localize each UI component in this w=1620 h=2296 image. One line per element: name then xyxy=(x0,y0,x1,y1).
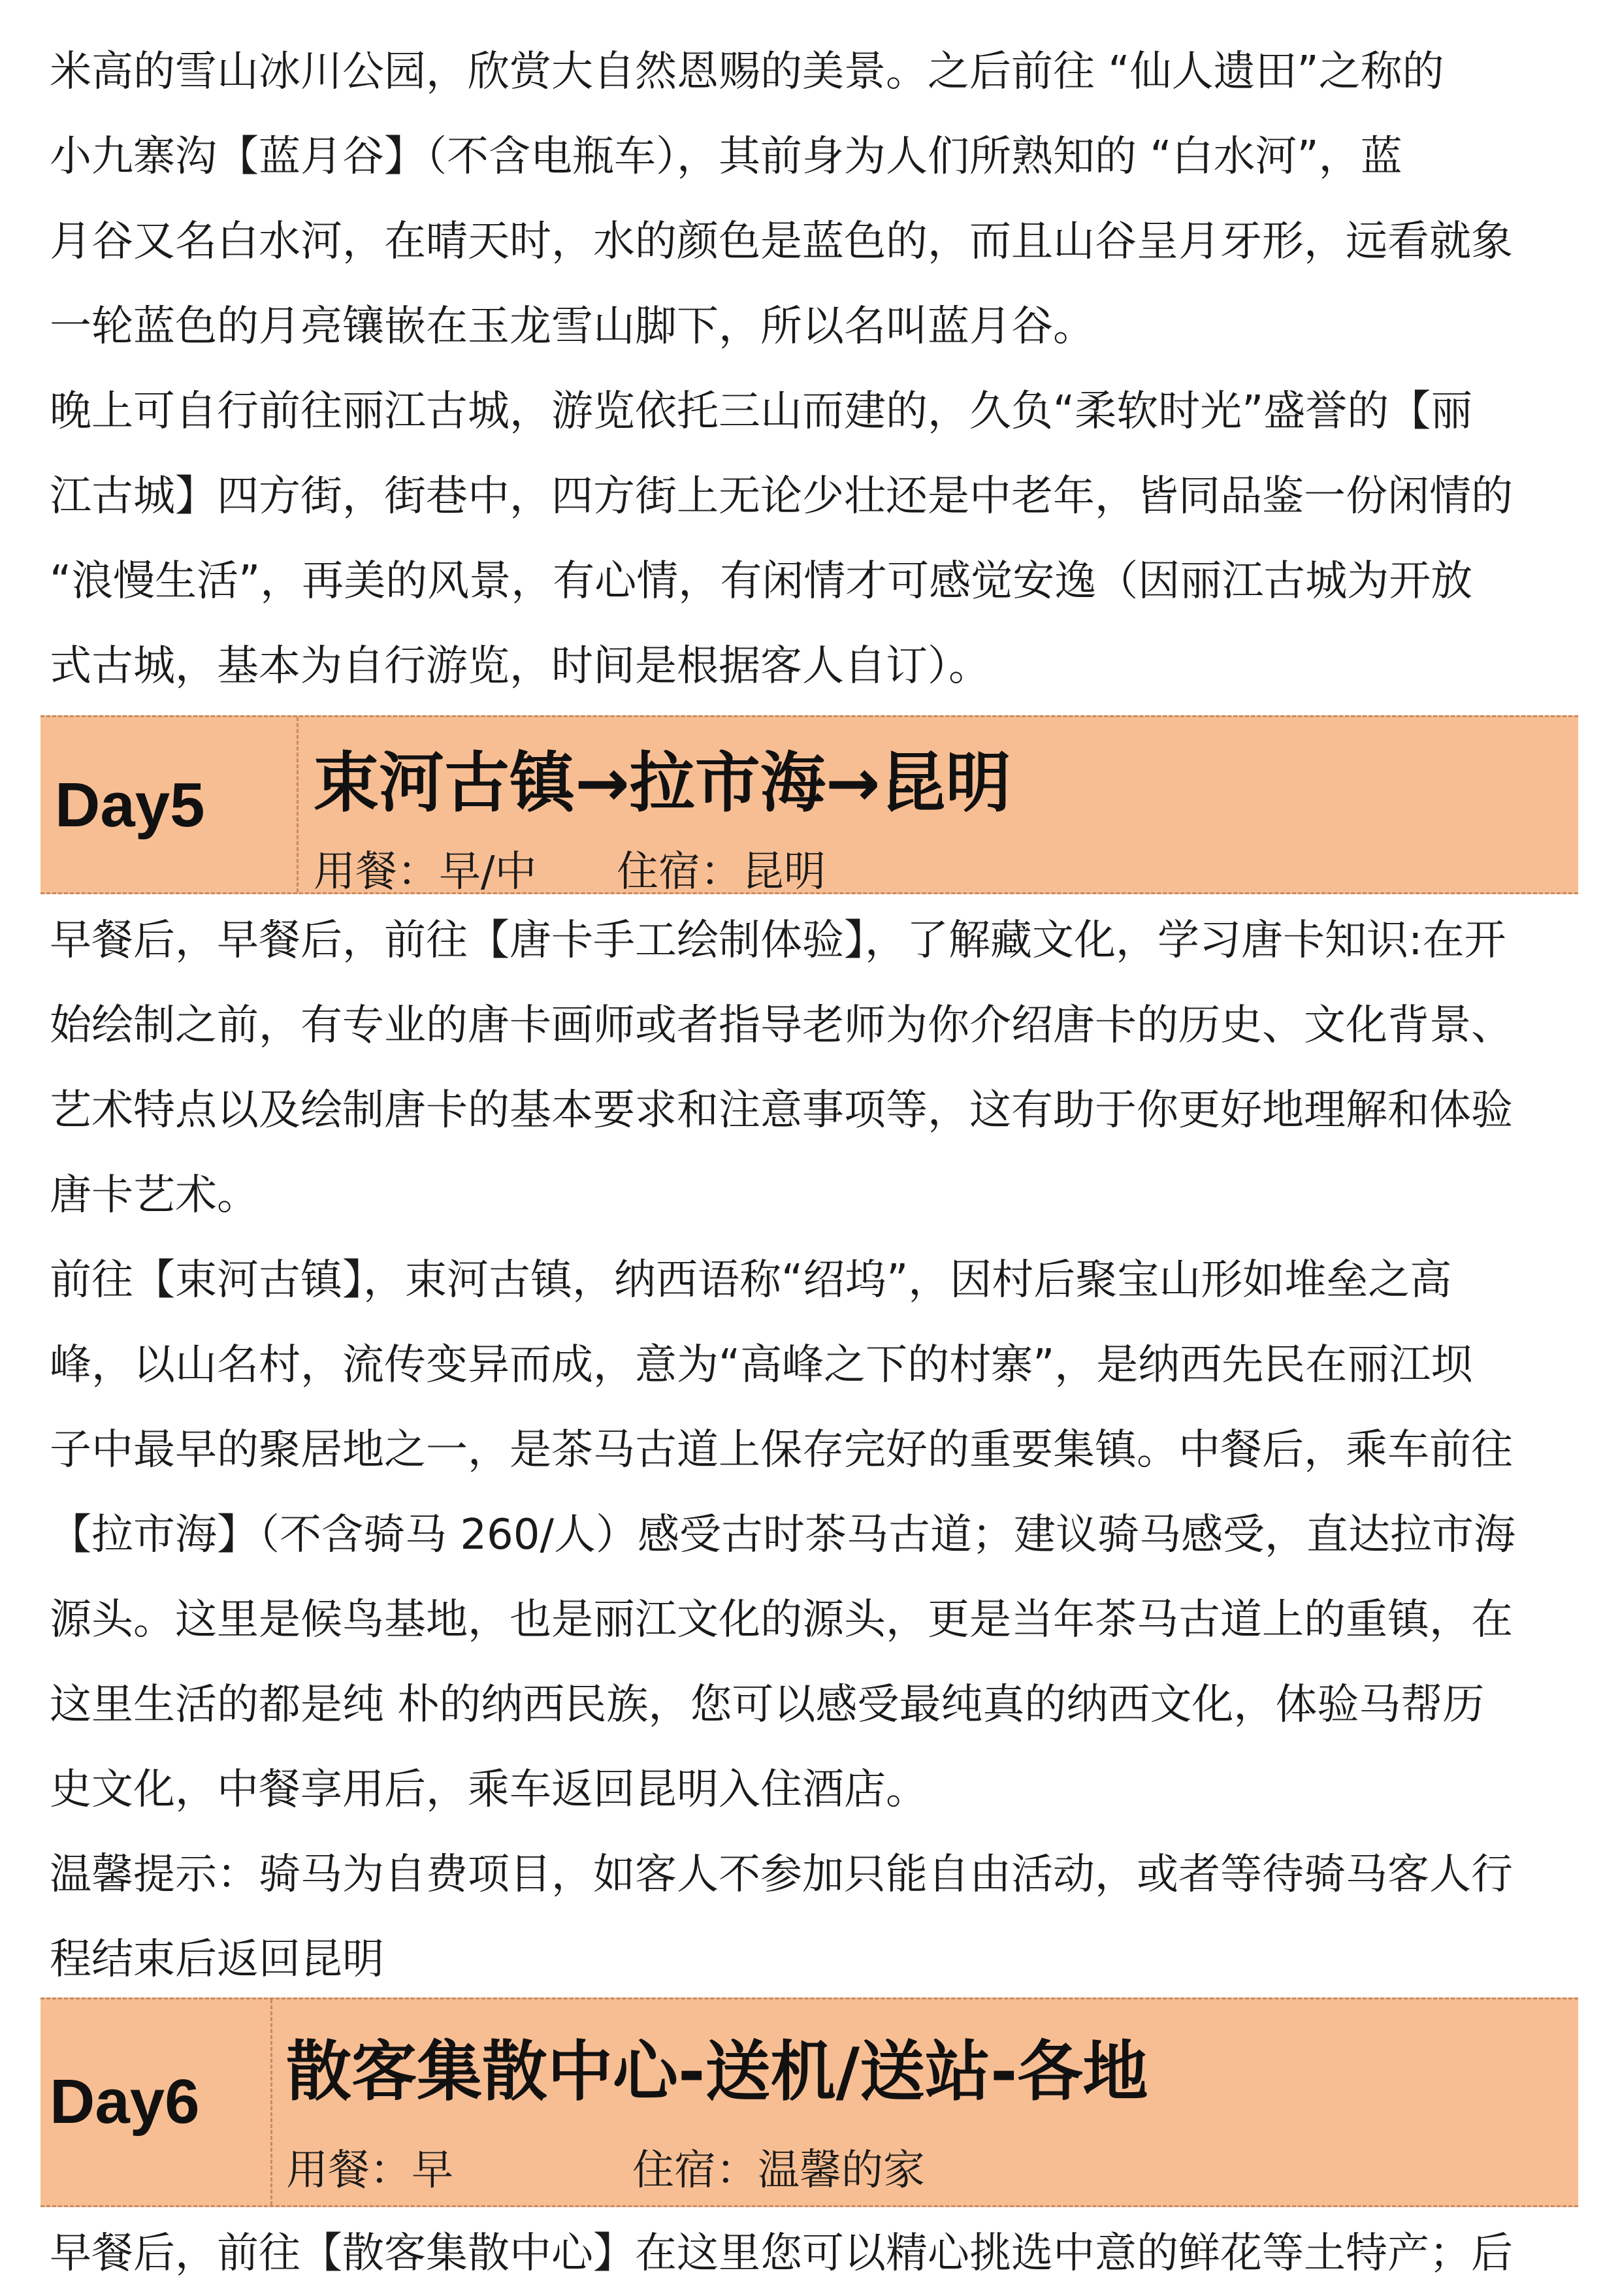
day5-paragraph-2 xyxy=(50,1238,1578,1832)
day5-header xyxy=(40,715,1578,894)
day5-title: 束河古镇→拉市海→昆明 xyxy=(314,745,1011,821)
text-line: 月谷又名白水河，在晴天时，水的颜色是蓝色的，而且山谷呈月牙形，远看就象 xyxy=(50,218,1513,266)
text-line: 米高的雪山冰川公园，欣赏大自然恩赐的美景。之后前往 “仙人遗田”之称的 xyxy=(50,48,1444,96)
text-line: 【拉市海】（不含骑马 260/人）感受古时茶马古道；建议骑马感受，直达拉市海 xyxy=(50,1511,1516,1559)
day6-stay: 住宿：温馨的家 xyxy=(632,2146,925,2195)
text-line: 源头。这里是候鸟基地，也是丽江文化的源头，更是当年茶马古道上的重镇，在 xyxy=(50,1596,1513,1644)
day5-tip xyxy=(50,1832,1578,2002)
text-line: 始绘制之前，有专业的唐卡画师或者指导老师为你介绍唐卡的历史、文化背景、 xyxy=(50,1001,1513,1050)
day6-title: 散客集散中心-送机/送站-各地 xyxy=(286,2033,1148,2110)
day6-header-divider xyxy=(270,1999,272,2205)
text-line: 唐卡艺术。 xyxy=(50,1171,259,1220)
text-line: 程结束后返回昆明 xyxy=(50,1935,384,1984)
text-line: 小九寨沟【蓝月谷】（不含电瓶车），其前身为人们所熟知的 “白水河”，蓝 xyxy=(50,133,1402,181)
text-line: “浪慢生活”，再美的风景，有心情，有闲情才可感觉安逸（因丽江古城为开放 xyxy=(50,557,1473,606)
text-line: 式古城，基本为自行游览，时间是根据客人自订）。 xyxy=(50,642,990,690)
text-line: 峰，以山名村，流传变异而成，意为“高峰之下的村寨”，是纳西先民在丽江坝 xyxy=(50,1341,1473,1389)
text-line: 温馨提示：骑马为自费项目，如客人不参加只能自由活动，或者等待骑马客人行 xyxy=(50,1851,1513,1899)
day6-header xyxy=(40,1997,1578,2207)
text-line: 早餐后，前往【散客集散中心】在这里您可以精心挑选中意的鲜花等土特产；后 xyxy=(50,2229,1513,2278)
intro-paragraph-2 xyxy=(50,369,1578,709)
day6-paragraph-1 xyxy=(50,2211,1578,2296)
day6-label: Day6 xyxy=(50,2067,200,2137)
day5-stay: 住宿：昆明 xyxy=(617,848,826,896)
text-line: 史文化，中餐享用后，乘车返回昆明入住酒店。 xyxy=(50,1766,928,1814)
intro-paragraph-1 xyxy=(50,29,1578,369)
day6-meal: 用餐：早 xyxy=(286,2146,453,2195)
day5-meal: 用餐：早/中 xyxy=(314,848,537,896)
text-line: 前往【束河古镇】，束河古镇，纳西语称“绍坞”，因村后聚宝山形如堆垒之高 xyxy=(50,1256,1452,1304)
text-line: 子中最早的聚居地之一，是茶马古道上保存完好的重要集镇。中餐后，乘车前往 xyxy=(50,1426,1513,1474)
text-line: 早餐后，早餐后，前往【唐卡手工绘制体验】，了解藏文化，学习唐卡知识:在开 xyxy=(50,916,1506,965)
text-line: 晚上可自行前往丽江古城，游览依托三山而建的，久负“柔软时光”盛誉的【丽 xyxy=(50,387,1473,436)
text-line: 这里生活的都是纯 朴的纳西民族，您可以感受最纯真的纳西文化，体验马帮历 xyxy=(50,1681,1485,1729)
text-line: 一轮蓝色的月亮镶嵌在玉龙雪山脚下，所以名叫蓝月谷。 xyxy=(50,302,1095,351)
day5-paragraph-1 xyxy=(50,898,1578,1238)
text-line: 江古城】四方街，街巷中，四方街上无论少壮还是中老年，皆同品鉴一份闲情的 xyxy=(50,472,1513,521)
text-line: 艺术特点以及绘制唐卡的基本要求和注意事项等，这有助于你更好地理解和体验 xyxy=(50,1086,1513,1135)
day5-header-divider xyxy=(297,717,299,892)
day5-label: Day5 xyxy=(55,770,205,840)
